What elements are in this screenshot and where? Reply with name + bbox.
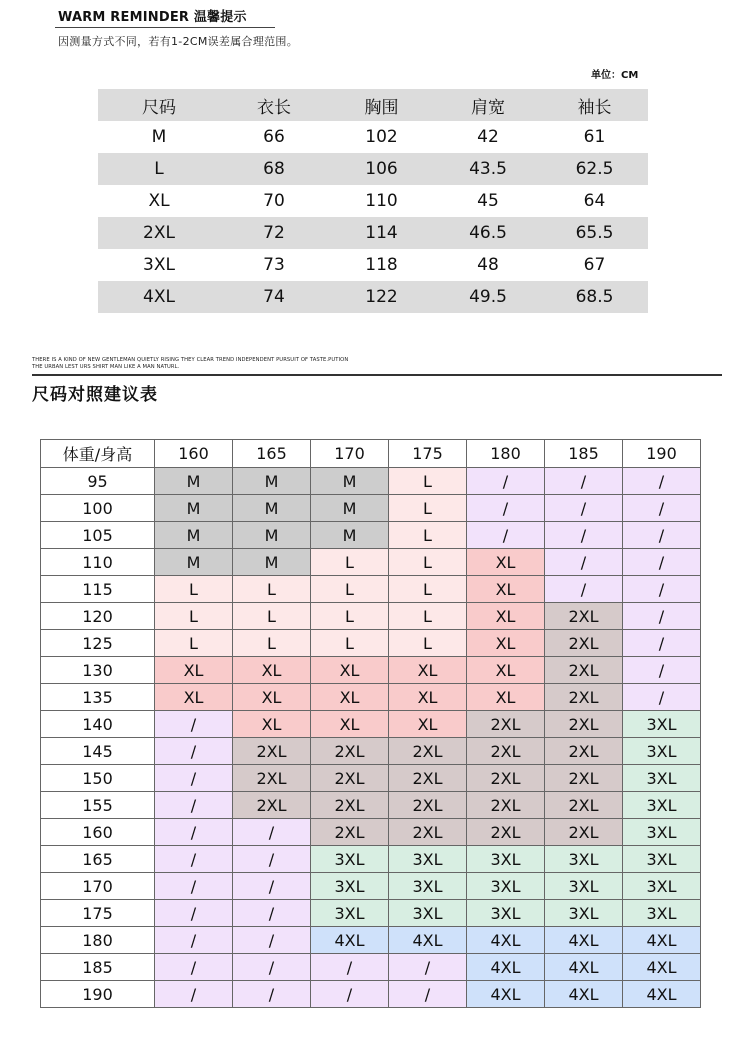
recommended-size-cell: M [233, 549, 311, 576]
size-table-header [98, 89, 648, 121]
recommended-size-cell: / [545, 468, 623, 495]
grid-row [41, 954, 701, 981]
recommended-size-cell: / [623, 684, 701, 711]
weight-label: 185 [41, 954, 155, 981]
grid-row [41, 738, 701, 765]
grid-row [41, 549, 701, 576]
recommended-size-cell: XL [467, 576, 545, 603]
size-table-cell: 72 [220, 217, 328, 249]
recommended-size-cell: L [311, 549, 389, 576]
recommended-size-cell: M [233, 495, 311, 522]
recommended-size-cell: 3XL [311, 846, 389, 873]
recommended-size-cell: 2XL [311, 765, 389, 792]
recommended-size-cell: L [389, 603, 467, 630]
height-header: 160 [155, 440, 233, 468]
grid-row [41, 819, 701, 846]
size-table-row [98, 281, 648, 313]
grid-row [41, 873, 701, 900]
recommended-size-cell: 3XL [389, 846, 467, 873]
size-table-row [98, 185, 648, 217]
recommended-size-cell: 3XL [545, 900, 623, 927]
height-header: 175 [389, 440, 467, 468]
size-table-cell: 122 [328, 281, 435, 313]
recommended-size-cell: XL [233, 684, 311, 711]
weight-label: 135 [41, 684, 155, 711]
size-table-cell: 118 [365, 255, 398, 275]
size-table-cell: 3XL [143, 255, 175, 275]
recommended-size-cell: / [623, 522, 701, 549]
recommended-size-cell: L [389, 549, 467, 576]
size-table-cell: 70 [263, 191, 285, 211]
recommended-size-cell: 2XL [311, 819, 389, 846]
title-underline [55, 27, 275, 28]
size-table-cell: 4XL [98, 281, 220, 313]
weight-label: 110 [41, 549, 155, 576]
warm-reminder-title: WARM REMINDER 温馨提示 [58, 10, 247, 25]
size-table-cell: 2XL [98, 217, 220, 249]
weight-label: 120 [41, 603, 155, 630]
recommended-size-cell: / [155, 900, 233, 927]
size-table-cell: 64 [583, 191, 606, 211]
recommended-size-cell: / [233, 954, 311, 981]
brand-tagline [32, 357, 348, 370]
recommended-size-cell: 2XL [467, 765, 545, 792]
recommended-size-cell: 2XL [389, 819, 467, 846]
recommended-size-cell: / [155, 927, 233, 954]
recommended-size-cell: M [155, 522, 233, 549]
recommended-size-cell: L [311, 576, 389, 603]
recommended-size-cell: XL [311, 684, 389, 711]
recommended-size-cell: 2XL [545, 792, 623, 819]
recommended-size-cell: L [311, 603, 389, 630]
recommended-size-cell: 3XL [623, 846, 701, 873]
recommended-size-cell: M [155, 495, 233, 522]
recommended-size-cell: 3XL [311, 873, 389, 900]
recommended-size-cell: 2XL [545, 819, 623, 846]
grid-row [41, 846, 701, 873]
recommended-size-cell: / [311, 954, 389, 981]
recommended-size-cell: / [155, 792, 233, 819]
recommended-size-cell: XL [155, 657, 233, 684]
recommended-size-cell: 3XL [623, 819, 701, 846]
recommended-size-cell: 3XL [623, 738, 701, 765]
weight-label: 95 [41, 468, 155, 495]
recommended-size-cell: 2XL [311, 792, 389, 819]
recommended-size-cell: 4XL [623, 954, 701, 981]
size-table-cell: 102 [365, 127, 398, 147]
recommended-size-cell: L [389, 522, 467, 549]
recommended-size-cell: M [155, 549, 233, 576]
recommended-size-cell: / [155, 954, 233, 981]
recommended-size-cell: L [233, 576, 311, 603]
tagline-line-1: THERE IS A KIND OF NEW GENTLEMAN QUIETLY RISING THEY CLEAR TREND INDEPENDENT PURSUIT OF TASTE.PUTION [32, 357, 349, 363]
recommended-size-cell: / [623, 603, 701, 630]
weight-label: 100 [41, 495, 155, 522]
weight-label: 175 [41, 900, 155, 927]
recommended-size-cell: XL [389, 684, 467, 711]
recommended-size-cell: / [389, 954, 467, 981]
grid-row [41, 468, 701, 495]
tagline-line-2: THE URBAN LEST URS SHIRT MAN LIKE A MAN NATURL. [32, 363, 180, 370]
recommended-size-cell: 2XL [389, 738, 467, 765]
size-table-column-header: 肩宽 [435, 89, 541, 121]
weight-label: 160 [41, 819, 155, 846]
size-table-row [98, 153, 648, 185]
recommended-size-cell: XL [311, 711, 389, 738]
recommended-size-cell: / [623, 630, 701, 657]
size-table-row [98, 217, 648, 249]
size-table-cell: 106 [328, 153, 435, 185]
size-table-cell: 49.5 [435, 281, 541, 313]
recommended-size-cell: 2XL [389, 765, 467, 792]
size-recommendation-title: 尺码对照建议表 [32, 385, 158, 405]
size-table-cell: 74 [220, 281, 328, 313]
size-table-cell: XL [148, 191, 170, 211]
recommended-size-cell: / [467, 468, 545, 495]
recommended-size-cell: XL [467, 603, 545, 630]
recommended-size-cell: / [623, 468, 701, 495]
weight-label: 180 [41, 927, 155, 954]
recommended-size-cell: 3XL [545, 873, 623, 900]
recommended-size-cell: 2XL [233, 765, 311, 792]
grid-row [41, 684, 701, 711]
recommended-size-cell: / [155, 981, 233, 1008]
recommended-size-cell: XL [467, 549, 545, 576]
weight-label: 145 [41, 738, 155, 765]
recommended-size-cell: 3XL [545, 846, 623, 873]
size-table-cell: 66 [263, 127, 285, 147]
recommended-size-cell: 4XL [623, 927, 701, 954]
size-table-row [98, 249, 648, 281]
weight-label: 125 [41, 630, 155, 657]
size-table-cell: 42 [477, 127, 499, 147]
recommended-size-cell: M [311, 495, 389, 522]
recommended-size-cell: 3XL [623, 873, 701, 900]
grid-header-row [41, 440, 701, 468]
recommended-size-cell: / [623, 576, 701, 603]
recommended-size-cell: / [155, 873, 233, 900]
height-header: 165 [233, 440, 311, 468]
recommended-size-cell: XL [155, 684, 233, 711]
recommended-size-cell: 2XL [545, 657, 623, 684]
recommended-size-cell: 4XL [311, 927, 389, 954]
recommended-size-cell: M [155, 468, 233, 495]
weight-label: 155 [41, 792, 155, 819]
size-table-cell: M [151, 127, 167, 147]
recommended-size-cell: / [545, 576, 623, 603]
weight-label: 150 [41, 765, 155, 792]
recommended-size-cell: 2XL [545, 603, 623, 630]
recommended-size-cell: 4XL [389, 927, 467, 954]
recommended-size-cell: XL [467, 630, 545, 657]
recommended-size-cell: 3XL [311, 900, 389, 927]
recommended-size-cell: / [233, 846, 311, 873]
recommended-size-cell: L [389, 576, 467, 603]
grid-row [41, 927, 701, 954]
grid-row [41, 765, 701, 792]
recommended-size-cell: L [155, 603, 233, 630]
recommended-size-cell: / [233, 900, 311, 927]
recommended-size-cell: L [389, 630, 467, 657]
weight-label: 140 [41, 711, 155, 738]
height-header: 185 [545, 440, 623, 468]
recommended-size-cell: 2XL [233, 738, 311, 765]
size-table-cell: 114 [328, 217, 435, 249]
recommended-size-cell: / [155, 846, 233, 873]
recommended-size-cell: 2XL [545, 765, 623, 792]
recommended-size-cell: XL [467, 684, 545, 711]
recommended-size-cell: 2XL [233, 792, 311, 819]
size-table-cell: 65.5 [541, 217, 648, 249]
recommended-size-cell: 3XL [467, 873, 545, 900]
recommended-size-cell: / [155, 819, 233, 846]
weight-label: 170 [41, 873, 155, 900]
size-table-row [98, 121, 648, 153]
size-table-cell: 48 [477, 255, 499, 275]
grid-row [41, 900, 701, 927]
recommended-size-cell: XL [467, 657, 545, 684]
recommended-size-cell: M [233, 468, 311, 495]
recommended-size-cell: / [545, 522, 623, 549]
recommended-size-cell: / [545, 495, 623, 522]
recommended-size-cell: 2XL [545, 630, 623, 657]
recommended-size-cell: 3XL [623, 765, 701, 792]
grid-row [41, 495, 701, 522]
recommended-size-cell: / [467, 522, 545, 549]
recommended-size-cell: / [155, 765, 233, 792]
recommended-size-cell: L [233, 630, 311, 657]
recommended-size-cell: 3XL [623, 792, 701, 819]
recommended-size-cell: L [233, 603, 311, 630]
grid-corner-label: 体重/身高 [41, 440, 155, 468]
recommended-size-cell: L [155, 630, 233, 657]
recommended-size-cell: XL [233, 711, 311, 738]
recommended-size-cell: 3XL [623, 900, 701, 927]
recommended-size-cell: 2XL [545, 738, 623, 765]
weight-label: 130 [41, 657, 155, 684]
recommended-size-cell: 2XL [467, 792, 545, 819]
size-table-cell: 73 [263, 255, 285, 275]
size-table-cell: L [98, 153, 220, 185]
recommended-size-cell: 3XL [467, 900, 545, 927]
recommended-size-cell: 3XL [467, 846, 545, 873]
height-header: 180 [467, 440, 545, 468]
recommended-size-cell: 2XL [389, 792, 467, 819]
recommended-size-cell: 4XL [545, 954, 623, 981]
recommended-size-cell: L [389, 468, 467, 495]
recommended-size-cell: L [389, 495, 467, 522]
recommended-size-cell: 3XL [389, 900, 467, 927]
size-measurement-table [98, 89, 648, 313]
recommended-size-cell: 4XL [623, 981, 701, 1008]
measurement-note: 因测量方式不同，若有1-2CM误差属合理范围。 [58, 35, 299, 48]
recommended-size-cell: XL [389, 657, 467, 684]
recommended-size-cell: 2XL [467, 819, 545, 846]
recommended-size-cell: 4XL [545, 981, 623, 1008]
height-header: 190 [623, 440, 701, 468]
size-table-column-header: 尺码 [98, 89, 220, 121]
grid-row [41, 630, 701, 657]
weight-label: 115 [41, 576, 155, 603]
grid-row [41, 792, 701, 819]
recommended-size-cell: / [623, 495, 701, 522]
weight-label: 190 [41, 981, 155, 1008]
grid-row [41, 657, 701, 684]
size-table-cell: 110 [365, 191, 398, 211]
size-table-cell: 68 [220, 153, 328, 185]
grid-row [41, 522, 701, 549]
recommended-size-cell: 3XL [623, 711, 701, 738]
recommended-size-cell: / [623, 657, 701, 684]
unit-label: 单位：CM [591, 70, 639, 81]
recommended-size-cell: 2XL [311, 738, 389, 765]
recommended-size-cell: 3XL [389, 873, 467, 900]
recommended-size-cell: / [233, 873, 311, 900]
recommended-size-cell: 4XL [467, 954, 545, 981]
size-table-cell: 68.5 [541, 281, 648, 313]
recommended-size-cell: 4XL [545, 927, 623, 954]
recommended-size-cell: M [311, 468, 389, 495]
recommended-size-cell: 2XL [545, 711, 623, 738]
recommended-size-cell: / [155, 738, 233, 765]
recommended-size-cell: 2XL [467, 711, 545, 738]
recommended-size-cell: XL [233, 657, 311, 684]
recommended-size-cell: / [623, 549, 701, 576]
recommended-size-cell: M [233, 522, 311, 549]
size-table-cell: 46.5 [435, 217, 541, 249]
grid-row [41, 603, 701, 630]
recommended-size-cell: / [311, 981, 389, 1008]
weight-label: 165 [41, 846, 155, 873]
recommended-size-cell: 2XL [545, 684, 623, 711]
recommended-size-cell: L [155, 576, 233, 603]
recommended-size-cell: / [233, 927, 311, 954]
size-table-cell: 61 [583, 127, 606, 147]
size-table-column-header: 胸围 [328, 89, 435, 121]
grid-row [41, 576, 701, 603]
recommended-size-cell: 4XL [467, 927, 545, 954]
recommended-size-cell: XL [311, 657, 389, 684]
size-table-cell: 62.5 [541, 153, 648, 185]
size-table-column-header: 袖长 [541, 89, 648, 121]
weight-label: 105 [41, 522, 155, 549]
recommended-size-cell: M [311, 522, 389, 549]
recommended-size-cell: 2XL [467, 738, 545, 765]
size-table-cell: 43.5 [435, 153, 541, 185]
recommended-size-cell: / [233, 819, 311, 846]
recommended-size-cell: L [311, 630, 389, 657]
size-table-column-header: 衣长 [220, 89, 328, 121]
grid-row [41, 711, 701, 738]
section-divider [32, 374, 722, 376]
recommended-size-cell: / [389, 981, 467, 1008]
height-header: 170 [311, 440, 389, 468]
recommended-size-cell: / [233, 981, 311, 1008]
recommended-size-cell: 4XL [467, 981, 545, 1008]
size-recommendation-grid [40, 439, 701, 1008]
grid-row [41, 981, 701, 1008]
recommended-size-cell: / [545, 549, 623, 576]
size-table-cell: 67 [583, 255, 606, 275]
recommended-size-cell: / [467, 495, 545, 522]
recommended-size-cell: / [155, 711, 233, 738]
recommended-size-cell: XL [389, 711, 467, 738]
size-table-cell: 45 [477, 191, 499, 211]
